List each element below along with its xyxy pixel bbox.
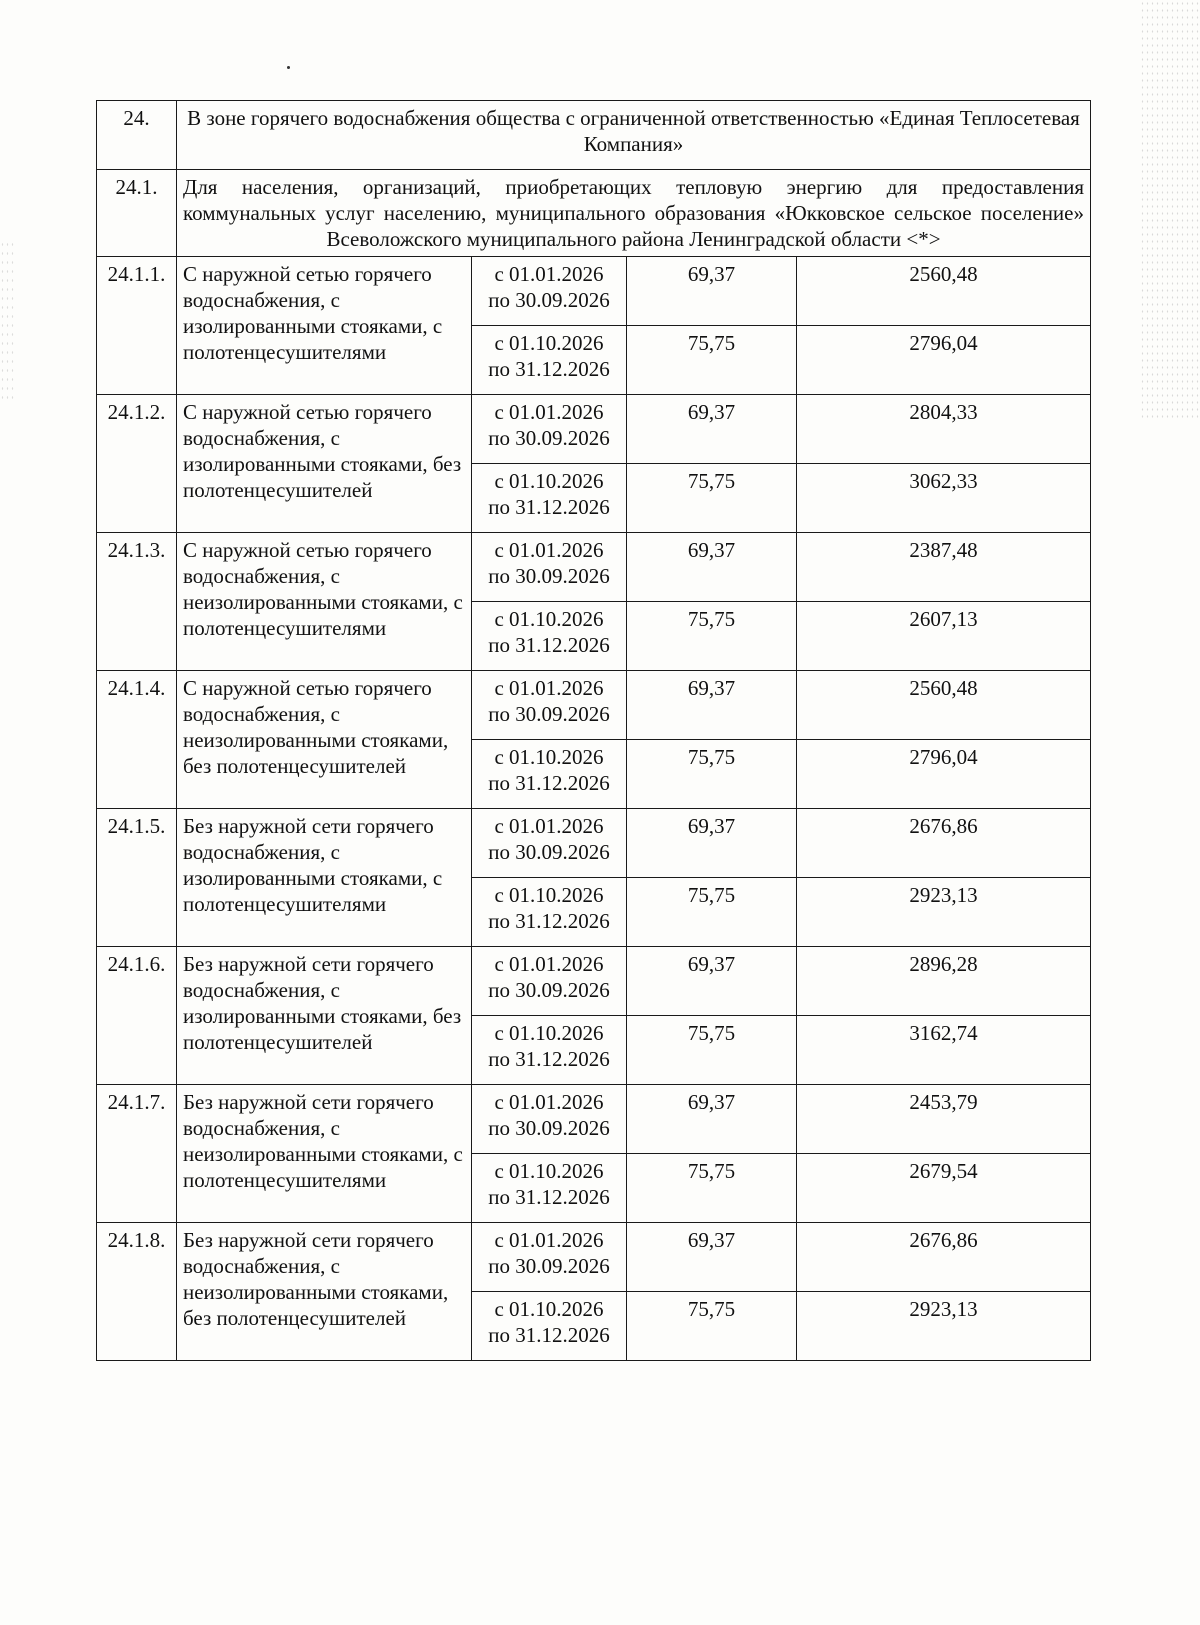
period-to: по 31.12.2026 bbox=[488, 1323, 610, 1347]
tariff-value-1: 69,37 bbox=[627, 809, 797, 878]
section-number: 24. bbox=[97, 101, 177, 170]
table-row bbox=[97, 533, 1091, 602]
period-cell bbox=[472, 809, 627, 878]
period-to: по 31.12.2026 bbox=[488, 1047, 610, 1071]
subsection-number: 24.1. bbox=[97, 170, 177, 257]
row-description: С наружной сетью горячего водоснабжения, с неизолированными стояками, без полотенцесушителей bbox=[177, 671, 472, 809]
period-from: с 01.01.2026 bbox=[494, 400, 604, 424]
period-from: с 01.01.2026 bbox=[494, 538, 604, 562]
tariff-value-2: 2676,86 bbox=[797, 809, 1091, 878]
period-from: с 01.10.2026 bbox=[494, 607, 604, 631]
tariff-value-2: 3062,33 bbox=[797, 464, 1091, 533]
period-cell bbox=[472, 257, 627, 326]
period-from: с 01.10.2026 bbox=[494, 469, 604, 493]
period-to: по 30.09.2026 bbox=[488, 1116, 610, 1140]
section-title: В зоне горячего водоснабжения общества с ограниченной ответственностью «Единая Теплосетевая Компания» bbox=[177, 101, 1091, 170]
tariff-value-2: 2896,28 bbox=[797, 947, 1091, 1016]
period-from: с 01.01.2026 bbox=[494, 1228, 604, 1252]
tariff-value-1: 69,37 bbox=[627, 671, 797, 740]
period-to: по 31.12.2026 bbox=[488, 909, 610, 933]
period-cell bbox=[472, 464, 627, 533]
row-number: 24.1.8. bbox=[97, 1223, 177, 1361]
table-row bbox=[97, 809, 1091, 878]
period-cell bbox=[472, 533, 627, 602]
tariff-value-2: 3162,74 bbox=[797, 1016, 1091, 1085]
period-cell bbox=[472, 740, 627, 809]
period-cell bbox=[472, 602, 627, 671]
period-to: по 30.09.2026 bbox=[488, 288, 610, 312]
period-cell bbox=[472, 947, 627, 1016]
row-description: С наружной сетью горячего водоснабжения, с изолированными стояками, с полотенцесушителями bbox=[177, 257, 472, 395]
tariff-value-2: 2923,13 bbox=[797, 1292, 1091, 1361]
scan-noise bbox=[0, 240, 14, 400]
tariff-value-1: 75,75 bbox=[627, 602, 797, 671]
tariff-value-1: 75,75 bbox=[627, 326, 797, 395]
tariff-value-1: 69,37 bbox=[627, 1085, 797, 1154]
table-row bbox=[97, 671, 1091, 740]
period-cell bbox=[472, 671, 627, 740]
tariff-value-2: 2676,86 bbox=[797, 1223, 1091, 1292]
period-to: по 31.12.2026 bbox=[488, 633, 610, 657]
row-number: 24.1.2. bbox=[97, 395, 177, 533]
period-from: с 01.10.2026 bbox=[494, 1297, 604, 1321]
row-description: С наружной сетью горячего водоснабжения, с изолированными стояками, без полотенцесушителей bbox=[177, 395, 472, 533]
tariff-value-1: 69,37 bbox=[627, 395, 797, 464]
table-row bbox=[97, 1223, 1091, 1292]
table-row bbox=[97, 1085, 1091, 1154]
subsection-row bbox=[97, 170, 1091, 257]
tariff-value-2: 2560,48 bbox=[797, 257, 1091, 326]
period-from: с 01.10.2026 bbox=[494, 331, 604, 355]
period-from: с 01.01.2026 bbox=[494, 814, 604, 838]
tariff-value-1: 75,75 bbox=[627, 1016, 797, 1085]
row-number: 24.1.5. bbox=[97, 809, 177, 947]
period-from: с 01.10.2026 bbox=[494, 1021, 604, 1045]
tariff-value-1: 69,37 bbox=[627, 1223, 797, 1292]
tariff-value-2: 2453,79 bbox=[797, 1085, 1091, 1154]
period-to: по 31.12.2026 bbox=[488, 495, 610, 519]
table-row bbox=[97, 947, 1091, 1016]
period-cell bbox=[472, 1016, 627, 1085]
period-cell bbox=[472, 1154, 627, 1223]
scan-noise bbox=[1140, 0, 1200, 420]
period-to: по 30.09.2026 bbox=[488, 978, 610, 1002]
period-to: по 30.09.2026 bbox=[488, 702, 610, 726]
period-from: с 01.10.2026 bbox=[494, 1159, 604, 1183]
tariff-value-1: 69,37 bbox=[627, 533, 797, 602]
subsection-title: Для населения, организаций, приобретающих тепловую энергию для предоставления коммунальных услуг населению, муниципального образования «Юкковское сельское поселение» Всеволожского муниципального района Ленинградской области <*> bbox=[177, 170, 1091, 257]
period-to: по 30.09.2026 bbox=[488, 840, 610, 864]
period-from: с 01.01.2026 bbox=[494, 952, 604, 976]
row-description: Без наружной сети горячего водоснабжения, с неизолированными стояками, с полотенцесушителями bbox=[177, 1085, 472, 1223]
period-to: по 31.12.2026 bbox=[488, 357, 610, 381]
period-to: по 31.12.2026 bbox=[488, 771, 610, 795]
tariff-value-1: 75,75 bbox=[627, 1292, 797, 1361]
period-from: с 01.01.2026 bbox=[494, 262, 604, 286]
period-to: по 30.09.2026 bbox=[488, 564, 610, 588]
tariff-value-2: 2679,54 bbox=[797, 1154, 1091, 1223]
section-row bbox=[97, 101, 1091, 170]
period-cell bbox=[472, 878, 627, 947]
period-cell bbox=[472, 395, 627, 464]
tariff-table bbox=[96, 100, 1091, 1361]
table-row bbox=[97, 257, 1091, 326]
tariff-value-1: 69,37 bbox=[627, 257, 797, 326]
row-number: 24.1.4. bbox=[97, 671, 177, 809]
tariff-value-1: 75,75 bbox=[627, 464, 797, 533]
tariff-value-1: 75,75 bbox=[627, 740, 797, 809]
row-description: С наружной сетью горячего водоснабжения, с неизолированными стояками, с полотенцесушителями bbox=[177, 533, 472, 671]
row-number: 24.1.3. bbox=[97, 533, 177, 671]
period-from: с 01.10.2026 bbox=[494, 883, 604, 907]
tariff-value-2: 2796,04 bbox=[797, 740, 1091, 809]
row-description: Без наружной сети горячего водоснабжения, с изолированными стояками, без полотенцесушителей bbox=[177, 947, 472, 1085]
period-to: по 30.09.2026 bbox=[488, 426, 610, 450]
tariff-value-2: 2607,13 bbox=[797, 602, 1091, 671]
period-cell bbox=[472, 326, 627, 395]
period-to: по 31.12.2026 bbox=[488, 1185, 610, 1209]
row-number: 24.1.7. bbox=[97, 1085, 177, 1223]
period-to: по 30.09.2026 bbox=[488, 1254, 610, 1278]
scan-speck bbox=[287, 66, 290, 69]
table-row bbox=[97, 395, 1091, 464]
period-from: с 01.01.2026 bbox=[494, 1090, 604, 1114]
tariff-value-1: 69,37 bbox=[627, 947, 797, 1016]
period-cell bbox=[472, 1223, 627, 1292]
tariff-value-2: 2804,33 bbox=[797, 395, 1091, 464]
period-from: с 01.10.2026 bbox=[494, 745, 604, 769]
period-cell bbox=[472, 1292, 627, 1361]
tariff-value-2: 2387,48 bbox=[797, 533, 1091, 602]
row-description: Без наружной сети горячего водоснабжения, с неизолированными стояками, без полотенцесушителей bbox=[177, 1223, 472, 1361]
tariff-value-2: 2796,04 bbox=[797, 326, 1091, 395]
tariff-value-2: 2923,13 bbox=[797, 878, 1091, 947]
row-number: 24.1.1. bbox=[97, 257, 177, 395]
period-from: с 01.01.2026 bbox=[494, 676, 604, 700]
row-description: Без наружной сети горячего водоснабжения, с изолированными стояками, с полотенцесушителями bbox=[177, 809, 472, 947]
row-number: 24.1.6. bbox=[97, 947, 177, 1085]
tariff-value-1: 75,75 bbox=[627, 1154, 797, 1223]
tariff-value-1: 75,75 bbox=[627, 878, 797, 947]
period-cell bbox=[472, 1085, 627, 1154]
tariff-value-2: 2560,48 bbox=[797, 671, 1091, 740]
